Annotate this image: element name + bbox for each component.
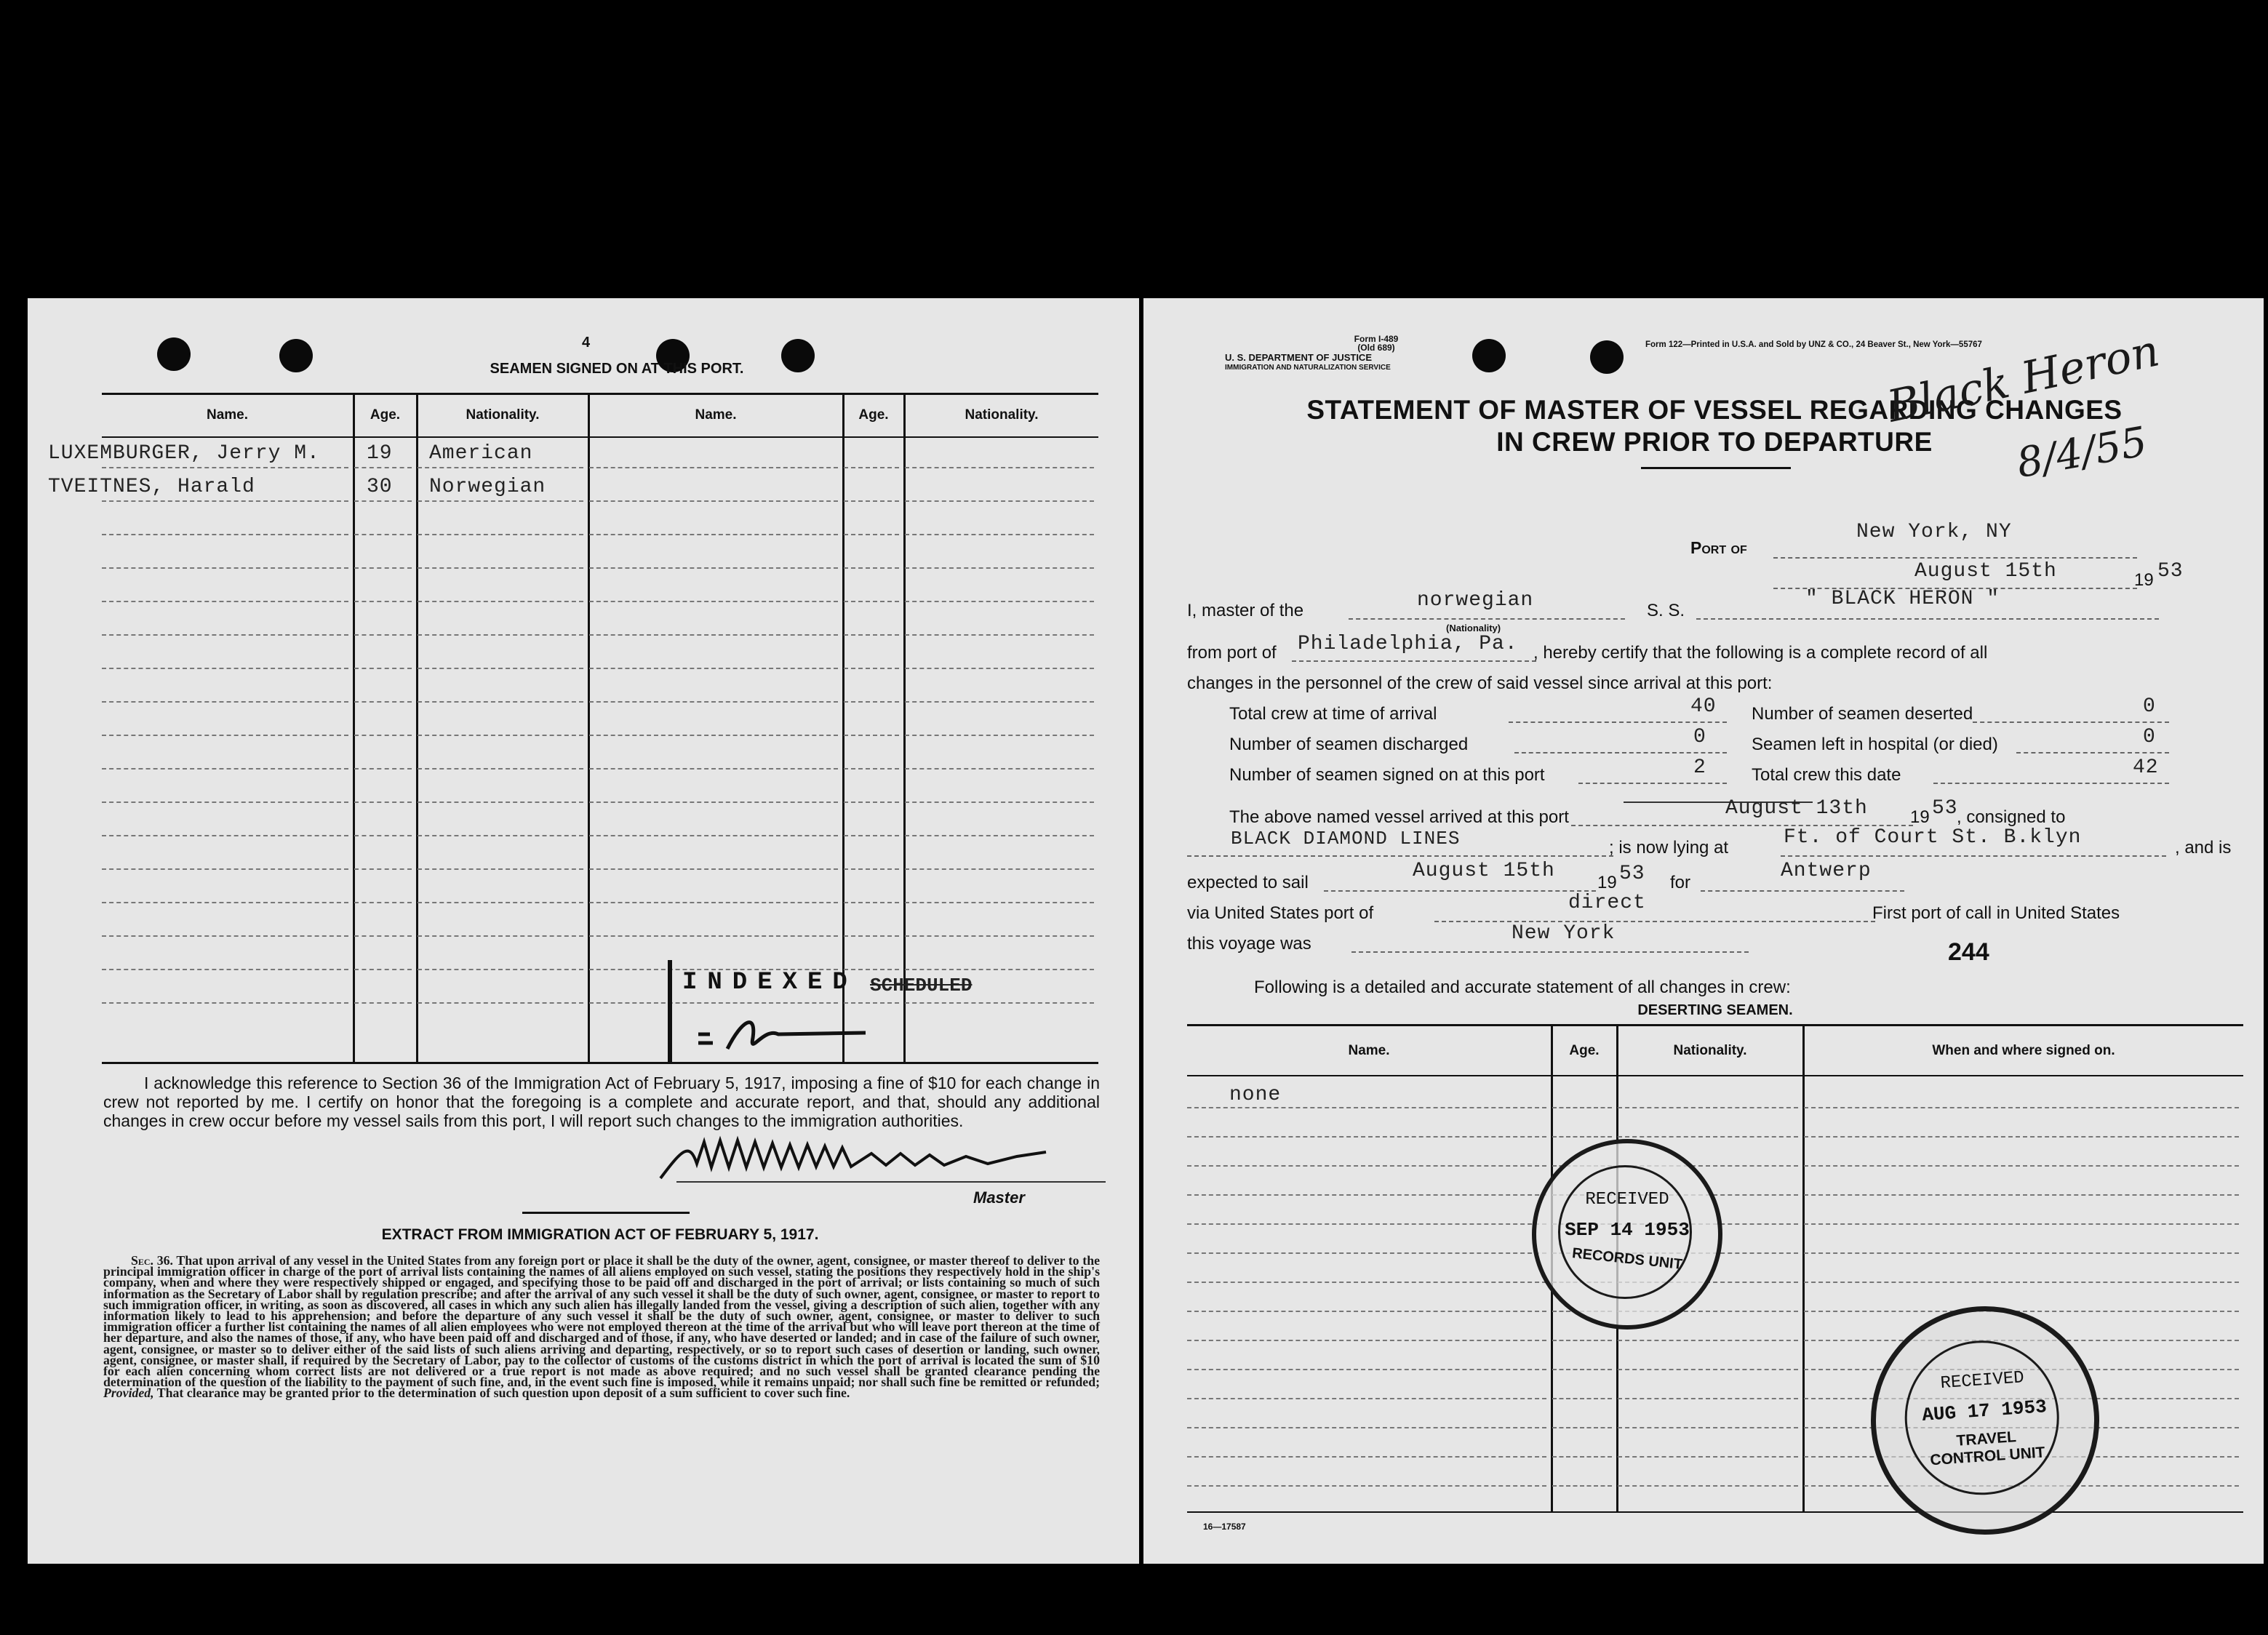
- row-rule: [418, 601, 583, 602]
- changes-text: changes in the personnel of the crew of said vessel since arrival at this port:: [1187, 673, 1773, 693]
- extract-proviso-word: Provided,: [103, 1386, 154, 1401]
- vessel-name-line: [1696, 618, 2159, 620]
- row-rule: [844, 801, 899, 803]
- destination-line: [1701, 890, 1904, 892]
- row-rule: [1552, 1107, 1612, 1108]
- row-rule: [354, 868, 412, 870]
- master-label: Master: [973, 1188, 1025, 1207]
- indexed-initials-scribble: [684, 1005, 873, 1056]
- row-rule: [844, 601, 899, 602]
- row-rule: [589, 735, 838, 736]
- row-rule: [1618, 1136, 1798, 1138]
- column-divider: [588, 394, 590, 1062]
- title-rule: [1641, 467, 1791, 469]
- deserted-value: 0: [2143, 695, 2156, 718]
- row-rule: [1804, 1107, 2239, 1108]
- row-rule: [1804, 1282, 2239, 1283]
- row-rule: [1618, 1427, 1798, 1428]
- stat-line: [1933, 783, 2169, 784]
- row-rule: [1552, 1398, 1612, 1399]
- deserting-table-bottom: [1187, 1511, 2243, 1513]
- consignee-line: [1187, 855, 1613, 857]
- row-rule: [1804, 1194, 2239, 1196]
- stat-line: [1509, 721, 1727, 723]
- row-rule: [589, 935, 838, 937]
- deserting-col-nationality: Nationality.: [1673, 1043, 1747, 1058]
- row-rule: [102, 801, 348, 803]
- stat-line: [1514, 752, 1727, 753]
- for-label: for: [1670, 873, 1691, 892]
- discharged-label: Number of seamen discharged: [1229, 735, 1469, 754]
- row-rule: [1187, 1311, 1546, 1312]
- received-stamp-travel-control: [1863, 1298, 2107, 1542]
- row-rule: [1618, 1485, 1798, 1487]
- row-rule: [354, 567, 412, 569]
- row-rule: [844, 534, 899, 535]
- seaman-nationality: American: [429, 442, 533, 465]
- row-rule: [1552, 1456, 1612, 1458]
- row-rule: [418, 567, 583, 569]
- arrived-year: 53: [1932, 797, 1958, 820]
- punch-hole: [1590, 340, 1624, 374]
- row-rule: [1804, 1136, 2239, 1138]
- row-rule: [905, 801, 1094, 803]
- row-rule: [844, 935, 899, 937]
- consignee: BLACK DIAMOND LINES: [1231, 828, 1461, 850]
- row-rule: [102, 668, 348, 669]
- row-rule: [418, 634, 583, 636]
- extract-body: [103, 1255, 1100, 1399]
- voyage-value: New York: [1512, 922, 1616, 945]
- lying-value: Ft. of Court St. B.klyn: [1784, 826, 2082, 849]
- row-rule: [844, 467, 899, 468]
- section-title: SEAMEN SIGNED ON AT THIS PORT.: [490, 361, 744, 377]
- voyage-label: this voyage was: [1187, 934, 1311, 954]
- page-number: 4: [582, 335, 591, 351]
- column-divider: [1802, 1026, 1805, 1511]
- row-rule: [589, 868, 838, 870]
- row-rule: [905, 902, 1094, 903]
- master-of-label: I, master of the: [1187, 601, 1304, 620]
- following-text: Following is a detailed and accurate statement of all changes in crew:: [1254, 978, 1791, 997]
- row-rule: [1552, 1427, 1612, 1428]
- row-rule: [1187, 1427, 1546, 1428]
- voyage-line: [1351, 951, 1749, 953]
- row-rule: [102, 868, 348, 870]
- column-header-name: Name.: [206, 407, 249, 423]
- row-rule: [905, 534, 1094, 535]
- and-is-label: , and is: [2175, 838, 2232, 858]
- column-divider: [903, 394, 906, 1062]
- row-rule: [905, 567, 1094, 569]
- row-rule: [418, 969, 583, 970]
- left-page: [28, 298, 1139, 1564]
- row-rule: [102, 500, 348, 502]
- signed-on-label: Number of seamen signed on at this port: [1229, 765, 1545, 785]
- lying-line: [1781, 855, 2166, 857]
- stamp-received-label: RECEIVED: [1585, 1190, 1669, 1210]
- row-rule: [844, 902, 899, 903]
- row-rule: [1618, 1456, 1798, 1458]
- row-rule: [905, 634, 1094, 636]
- scheduled-stamp: SCHEDULED: [870, 975, 973, 996]
- service: IMMIGRATION AND NATURALIZATION SERVICE: [1225, 364, 1391, 372]
- row-rule: [418, 735, 583, 736]
- stat-line: [2016, 752, 2169, 753]
- row-rule: [354, 601, 412, 602]
- department: U. S. DEPARTMENT OF JUSTICE: [1225, 352, 1372, 363]
- stamp-unit: TRAVEL CONTROL UNIT: [1929, 1428, 2046, 1469]
- deserting-col-age: Age.: [1569, 1043, 1600, 1058]
- row-rule: [1552, 1485, 1612, 1487]
- date-value: August 15th: [1914, 560, 2057, 583]
- row-rule: [905, 835, 1094, 836]
- row-rule: [354, 969, 412, 970]
- port-of-line: [1773, 557, 2137, 559]
- from-port-line: [1292, 660, 1536, 662]
- row-rule: [102, 969, 348, 970]
- row-rule: [418, 668, 583, 669]
- row-rule: [844, 567, 899, 569]
- year-value: 53: [2157, 560, 2184, 583]
- row-rule: [1187, 1165, 1546, 1167]
- total-crew-arrival-label: Total crew at time of arrival: [1229, 704, 1437, 724]
- received-stamp-records: [1532, 1139, 1722, 1330]
- expected-label: expected to sail: [1187, 873, 1309, 892]
- deserting-none: none: [1229, 1084, 1282, 1106]
- row-rule: [354, 801, 412, 803]
- row-rule: [102, 768, 348, 769]
- nationality-line: [1349, 618, 1625, 620]
- row-rule: [589, 801, 838, 803]
- deserting-col-name: Name.: [1348, 1043, 1390, 1058]
- row-rule: [905, 701, 1094, 703]
- row-rule: [354, 534, 412, 535]
- discharged-value: 0: [1693, 726, 1706, 748]
- row-rule: [844, 868, 899, 870]
- row-rule: [354, 735, 412, 736]
- via-label: via United States port of: [1187, 903, 1374, 923]
- row-rule: [589, 835, 838, 836]
- total-crew-date-label: Total crew this date: [1752, 765, 1901, 785]
- row-rule: [102, 567, 348, 569]
- row-rule: [1187, 1223, 1546, 1225]
- stamp-date: SEP 14 1953: [1565, 1219, 1690, 1241]
- extract-section-label: Sec. 36.: [131, 1253, 173, 1268]
- row-rule: [589, 668, 838, 669]
- row-rule: [102, 634, 348, 636]
- table-header-rule: [102, 436, 1098, 438]
- row-rule: [418, 534, 583, 535]
- hospital-label: Seamen left in hospital (or died): [1752, 735, 1998, 754]
- row-rule: [905, 868, 1094, 870]
- stamp-received-label: RECEIVED: [1939, 1368, 2025, 1394]
- row-rule: [1187, 1194, 1546, 1196]
- extract-title: EXTRACT FROM IMMIGRATION ACT OF FEBRUARY 5, 1917.: [381, 1226, 819, 1243]
- row-rule: [1187, 1485, 1546, 1487]
- sail-year-prefix: 19: [1597, 873, 1617, 892]
- row-rule: [354, 668, 412, 669]
- nationality-value: norwegian: [1417, 589, 1534, 612]
- row-rule: [418, 701, 583, 703]
- row-rule: [418, 868, 583, 870]
- handwritten-vessel-name: Black Heron: [1882, 325, 2164, 433]
- row-rule: [1804, 1252, 2239, 1254]
- row-rule: [589, 902, 838, 903]
- ss-label: S. S.: [1647, 601, 1685, 620]
- master-signature-line: [676, 1181, 1106, 1183]
- row-rule: [589, 534, 838, 535]
- row-rule: [1187, 1398, 1546, 1399]
- row-rule: [354, 467, 412, 468]
- arrived-value: August 13th: [1725, 797, 1868, 820]
- table-top-rule: [102, 393, 1098, 395]
- row-rule: [905, 668, 1094, 669]
- seaman-name: TVEITNES, Harald: [48, 476, 255, 498]
- stat-line: [1578, 783, 1727, 784]
- column-header-nationality: Nationality.: [466, 407, 540, 423]
- arrived-label: The above named vessel arrived at this port: [1229, 807, 1569, 827]
- row-rule: [905, 935, 1094, 937]
- row-rule: [1187, 1282, 1546, 1283]
- row-rule: [418, 467, 583, 468]
- row-rule: [905, 768, 1094, 769]
- indexed-stamp: [668, 960, 876, 1062]
- via-value: direct: [1568, 892, 1646, 914]
- total-crew-date-value: 42: [2133, 756, 2159, 779]
- deserting-title: DESERTING SEAMEN.: [1637, 1002, 1793, 1018]
- deserted-label: Number of seamen deserted: [1752, 704, 1973, 724]
- row-rule: [844, 768, 899, 769]
- consigned-label: , consigned to: [1957, 807, 2066, 827]
- row-rule: [589, 500, 838, 502]
- row-rule: [844, 634, 899, 636]
- row-rule: [905, 1002, 1094, 1004]
- deserting-table-top: [1187, 1024, 2243, 1026]
- row-rule: [102, 601, 348, 602]
- sail-year: 53: [1619, 863, 1645, 885]
- form-old: (Old 689): [1357, 343, 1395, 353]
- punch-hole: [157, 337, 191, 371]
- form-title-line1: STATEMENT OF MASTER OF VESSEL REGARDING CHANGES: [1306, 395, 2123, 425]
- row-rule: [418, 801, 583, 803]
- expected-line: [1324, 890, 1596, 892]
- deserting-header-rule: [1187, 1075, 2243, 1076]
- year-prefix: 19: [2134, 570, 2154, 590]
- handwritten-date: 8/4/55: [2013, 417, 2151, 488]
- from-port-label: from port of: [1187, 643, 1277, 663]
- row-rule: [1618, 1340, 1798, 1341]
- acknowledgement-text: I acknowledge this reference to Section 36 of the Immigration Act of February 5, 1917, imposing a fine of $10 for each change in crew not reported by me. I certify on honor that the foregoing is a complete and accurate report, and that, should any additional changes in crew occur before my vessel sails from this port, I will report such changes to the immigration authorities.: [103, 1074, 1100, 1130]
- extract-rule: [522, 1212, 690, 1214]
- row-rule: [418, 500, 583, 502]
- row-rule: [844, 735, 899, 736]
- column-header-name: Name.: [695, 407, 737, 423]
- row-rule: [1187, 1456, 1546, 1458]
- row-rule: [905, 500, 1094, 502]
- first-port-label: First port of call in United States: [1872, 903, 2120, 923]
- column-divider: [353, 394, 355, 1062]
- row-rule: [354, 835, 412, 836]
- row-rule: [1187, 1340, 1546, 1341]
- row-rule: [418, 902, 583, 903]
- from-port-value: Philadelphia, Pa.: [1298, 633, 1518, 655]
- row-rule: [1187, 1369, 1546, 1370]
- row-rule: [589, 768, 838, 769]
- port-of-label: Port of: [1690, 538, 1747, 557]
- seaman-nationality: Norwegian: [429, 476, 546, 498]
- row-rule: [102, 534, 348, 535]
- expected-value: August 15th: [1413, 860, 1555, 882]
- punch-hole: [279, 339, 313, 372]
- row-rule: [354, 902, 412, 903]
- vessel-name: " BLACK HERON ": [1805, 588, 2000, 610]
- column-header-age: Age.: [370, 407, 401, 423]
- row-rule: [589, 601, 838, 602]
- row-rule: [1187, 1107, 1546, 1108]
- row-rule: [905, 969, 1094, 970]
- row-rule: [844, 835, 899, 836]
- row-rule: [418, 1002, 583, 1004]
- certify-text: , hereby certify that the following is a complete record of all: [1533, 643, 1988, 663]
- seaman-name: LUXEMBURGER, Jerry M.: [48, 442, 320, 465]
- via-line: [1434, 921, 1875, 922]
- row-rule: [354, 935, 412, 937]
- printer-line: Form 122—Printed in U.S.A. and Sold by UNZ & CO., 24 Beaver St., New York—55767: [1645, 340, 1982, 349]
- row-rule: [844, 500, 899, 502]
- row-rule: [1552, 1136, 1612, 1138]
- extract-proviso: That clearance may be granted prior to the determination of such question upon deposit of a sum sufficient to cover such fine.: [156, 1386, 850, 1401]
- row-rule: [844, 701, 899, 703]
- row-rule: [1804, 1223, 2239, 1225]
- row-rule: [418, 768, 583, 769]
- row-rule: [418, 835, 583, 836]
- hospital-value: 0: [2143, 726, 2156, 748]
- row-rule: [589, 567, 838, 569]
- form-number: Form I-489: [1354, 334, 1399, 344]
- total-crew-arrival: 40: [1690, 695, 1717, 718]
- row-rule: [1187, 1136, 1546, 1138]
- row-rule: [102, 701, 348, 703]
- deserting-col-signed-on: When and where signed on.: [1932, 1043, 2115, 1058]
- row-rule: [1618, 1398, 1798, 1399]
- row-rule: [102, 467, 348, 468]
- row-rule: [354, 500, 412, 502]
- row-rule: [418, 935, 583, 937]
- row-rule: [102, 1002, 348, 1004]
- row-rule: [905, 601, 1094, 602]
- row-rule: [1187, 1252, 1546, 1254]
- row-rule: [354, 768, 412, 769]
- column-divider: [416, 394, 418, 1062]
- stamp-unit: RECORDS UNIT: [1571, 1245, 1683, 1273]
- master-signature: [653, 1135, 1075, 1186]
- destination: Antwerp: [1781, 860, 1872, 882]
- row-rule: [102, 902, 348, 903]
- row-rule: [102, 835, 348, 836]
- row-rule: [354, 1002, 412, 1004]
- row-rule: [589, 701, 838, 703]
- row-rule: [1552, 1369, 1612, 1370]
- row-rule: [102, 735, 348, 736]
- row-rule: [905, 467, 1094, 468]
- footer-code: 16—17587: [1203, 1522, 1246, 1532]
- row-rule: [589, 634, 838, 636]
- row-rule: [354, 701, 412, 703]
- row-rule: [844, 668, 899, 669]
- right-page: [1143, 298, 2264, 1564]
- row-rule: [1804, 1165, 2239, 1167]
- row-rule: [1618, 1369, 1798, 1370]
- table-bottom-rule: [102, 1062, 1098, 1064]
- extract-text: That upon arrival of any vessel in the United States from any foreign port or place it shall be the duty of the owner, agent, consignee, or master thereof to deliver to the principal immigration officer in charge of the port of arrival lists containing the names of all aliens employed on such vessel, stating the positions they respectively hold in the ship's company, when and where they were respectively shipped or engaged, and specifying those to be paid off and discharged in the port of arrival; or lists containing so much of such information as the Secretary of Labor shall by regulation prescribe; and after the arrival of any such vessel it shall be the duty of such owner, agent, consignee, or master to report to such immigration officer, in writing, as soon as discovered, all cases in which any such alien has illegally landed from the vessel, giving a description of such alien, together with any information likely to lead to his apprehension; and before the departure of any such vessel it shall be the duty of such owner, agent, consignee, or master to deliver to such immigration officer a further list containing the names of all alien employees who were not employed thereon at the time of the arrival but who will leave port thereon at the time of her departure, and also the names of those, if any, who have been paid off and discharged and of those, if any, who have deserted or landed; and in case of the failure of such owner, agent, consignee, or master so to deliver either of the said lists of such aliens arriving and departing, respectively, or so to report such cases of desertion or landing, such owner, agent, consignee, or master shall, if required by the Secretary of Labor, pay to the collector of customs of the customs district in which the port of arrival is located the sum of $10 for each alien concerning whom correct lists are not delivered or a true report is not made as above required; and no such vessel shall be granted clearance pending the determination of the question of the liability to the payment of such fine, and, in the event such fine is imposed, while it remains unpaid; nor shall such fine be remitted or refunded;: [103, 1253, 1100, 1390]
- column-header-nationality: Nationality.: [965, 407, 1039, 423]
- column-header-age: Age.: [858, 407, 889, 423]
- lying-label: ; is now lying at: [1609, 838, 1729, 858]
- row-rule: [354, 634, 412, 636]
- row-rule: [1552, 1340, 1612, 1341]
- port-of-value: New York, NY: [1856, 521, 2012, 543]
- signed-on-value: 2: [1693, 756, 1706, 779]
- stamp-date: AUG 17 1953: [1921, 1396, 2048, 1426]
- row-rule: [102, 935, 348, 937]
- row-rule: [1618, 1107, 1798, 1108]
- form-info: [1303, 335, 1449, 352]
- row-rule: [905, 735, 1094, 736]
- stat-line: [1973, 721, 2169, 723]
- seaman-age: 30: [367, 476, 393, 498]
- row-rule: [589, 467, 838, 468]
- arrived-year-prefix: 19: [1910, 807, 1930, 827]
- seaman-age: 19: [367, 442, 393, 465]
- nationality-caption: (Nationality): [1446, 623, 1501, 633]
- number-244: 244: [1948, 938, 1989, 966]
- punch-hole: [1472, 339, 1506, 372]
- form-title-line2: IN CREW PRIOR TO DEPARTURE: [1496, 427, 1933, 457]
- indexed-stamp-text: INDEXED: [682, 969, 858, 996]
